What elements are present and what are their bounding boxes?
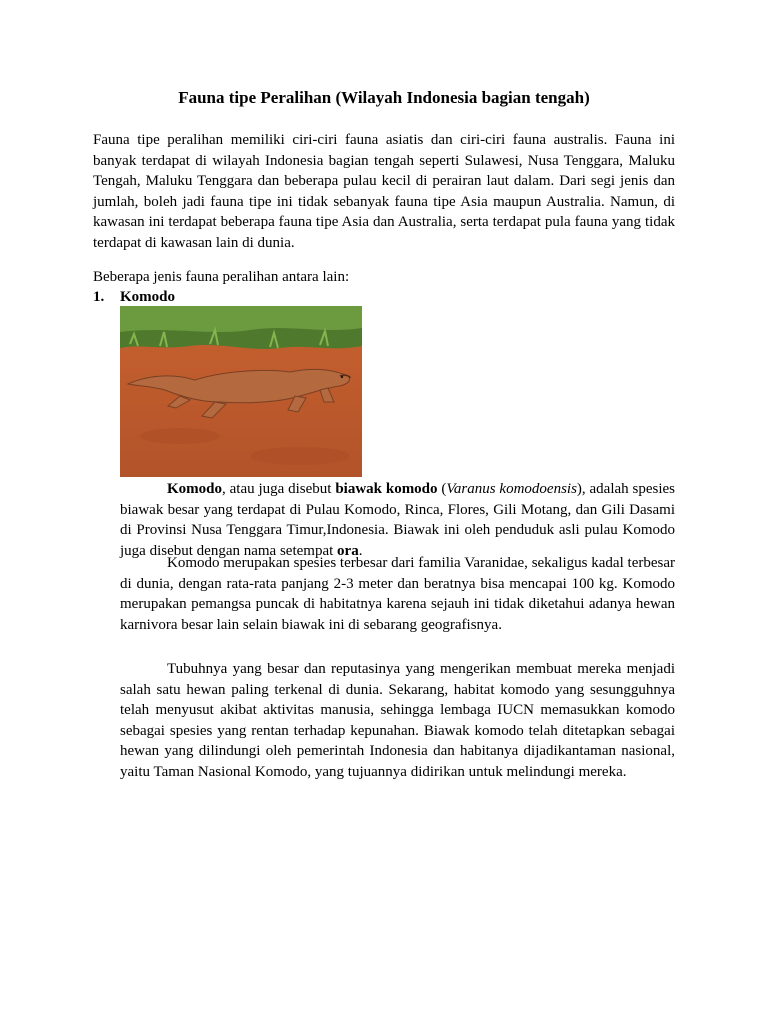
list-item-heading [93, 287, 175, 307]
scientific-name: Varanus komodoensis [446, 481, 577, 497]
komodo-paragraph-3: Tubuhnya yang besar dan reputasinya yang mengerikan membuat mereka menjadi salah satu hewan paling terkenal di dunia. Sekarang, habitat komodo yang sesungguhnya telah menyusut akibat aktivitas manusia, sehingga lembaga IUCN memasukkan komodo sebagai spesies yang rentan terhadap kepunahan. Biawak komodo telah ditetapkan sebagai hewan yang dilindungi oleh pemerintah Indonesia dan habitanya dijadikantaman nasional, yaitu Taman Nasional Komodo, yang tujuannya didirikan untuk melindungi mereka. [120, 661, 675, 780]
list-lead: Beberapa jenis fauna peralihan antara lain: [93, 269, 350, 285]
intro-paragraph: Fauna tipe peralihan memiliki ciri-ciri fauna asiatis dan ciri-ciri fauna australis. Fauna ini banyak terdapat di wilayah Indonesia bagian tengah seperti Sulawesi, Nusa Tenggara, Maluku Tengah, Maluku Tenggara dan beberapa pulau kecil di perairan laut dalam. Dari segi jenis dan jumlah, boleh jadi fauna tipe ini tidak sebanyak fauna tipe Asia maupun Australia. Namun, di kawasan ini terdapat beberapa fauna tipe Asia dan Australia, serta terdapat pula fauna yang tidak terdapat di kawasan lain di dunia. [93, 132, 675, 251]
term-ora: ora [337, 542, 359, 559]
komodo-paragraph-2: Komodo merupakan spesies terbesar dari familia Varanidae, sekaligus kadal terbesar di dunia, dengan rata-rata panjang 2-3 meter dan beratnya bisa mencapai 100 kg. Komodo merupakan pemangsa puncak di habitatnya karena sejauh ini tidak diketahui adanya hewan karnivora besar lain selain biawak ini di sebarang geografisnya. [120, 555, 675, 633]
term-komodo: Komodo [167, 481, 223, 497]
page-title: Fauna tipe Peralihan (Wilayah Indonesia bagian tengah) [178, 88, 590, 107]
term-biawak-komodo: biawak komodo [335, 481, 438, 497]
komodo-photo [120, 306, 362, 477]
list-item-title: Komodo [120, 289, 176, 305]
list-item-number: 1. [93, 289, 105, 305]
komodo-paragraph-1: Komodo, atau juga disebut biawak komodo (Varanus komodoensis), adalah spesies biawak besar yang terdapat di Pulau Komodo, Rinca, Flores, Gili Motang, dan Gili Dasami di Provinsi Nusa Tenggara Timur,Indonesia. Biawak ini oleh penduduk asli pulau Komodo juga disebut dengan nama setempat ora. [120, 481, 676, 559]
